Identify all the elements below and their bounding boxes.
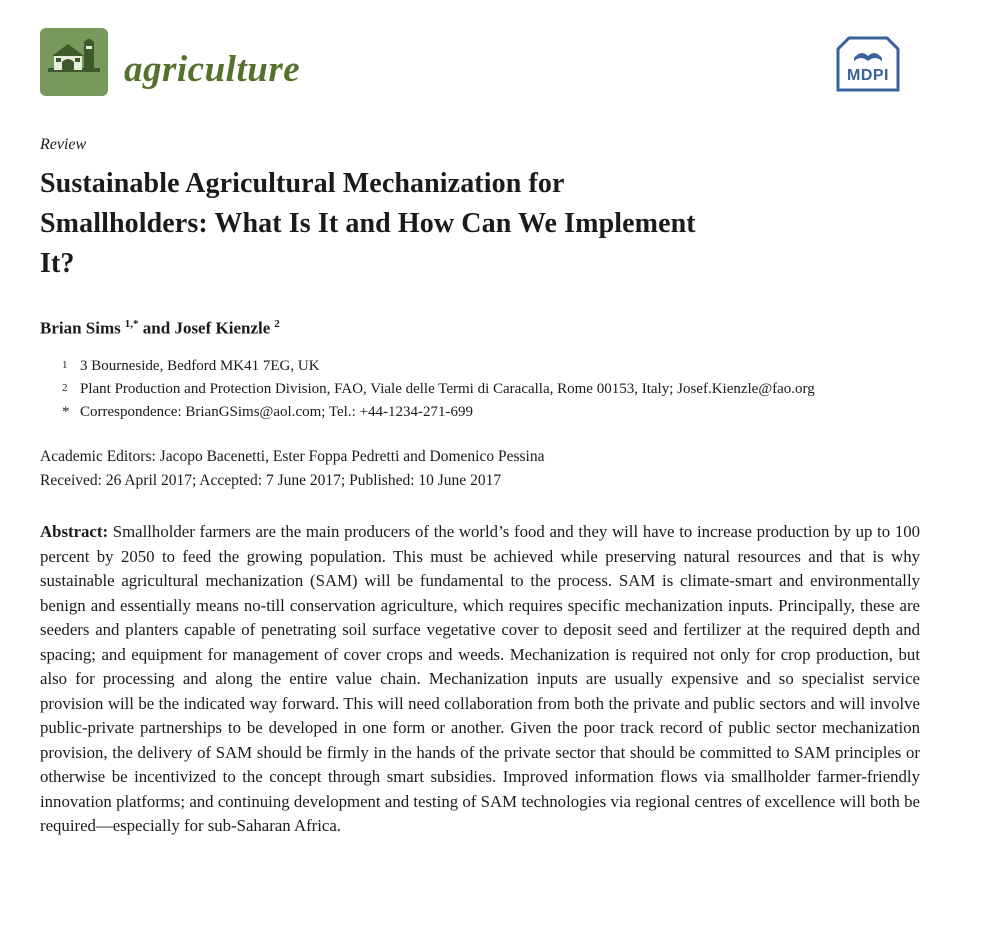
author-name: Brian Sims [40, 318, 121, 338]
article [40, 136, 960, 839]
abstract-label: Abstract: [40, 522, 109, 542]
affiliation-marker: 1 [62, 358, 68, 371]
article-meta [40, 445, 960, 495]
affiliation-row [40, 355, 960, 378]
affiliations [40, 355, 960, 425]
article-title: Sustainable Agricultural Mechanization for Smallholders: What Is It and How Can We Implement It? [40, 168, 696, 280]
author-affil-marker: 1,* [124, 318, 139, 331]
mdpi-logo [836, 36, 900, 92]
academic-editors-line: Academic Editors: Jacopo Bacenetti, Ester Foppa Pedretti and Domenico Pessina [40, 447, 545, 465]
author-name: and Josef Kienzle [142, 318, 271, 338]
affiliation-text: Plant Production and Protection Division, FAO, Viale delle Termi di Caracalla, Rome 00153, Italy; Josef.Kienzle@fao.org [80, 381, 815, 397]
correspondence-marker: * [62, 404, 70, 421]
author-affil-marker: 2 [274, 318, 280, 331]
mdpi-wordmark: MDPI [847, 67, 889, 84]
dates-line: Received: 26 April 2017; Accepted: 7 June 2017; Published: 10 June 2017 [40, 472, 502, 490]
agriculture-logo-icon [40, 28, 108, 96]
article-type: Review [40, 136, 87, 153]
abstract-text: Smallholder farmers are the main producers of the world’s food and they will have to increase production by up to 100 percent by 2050 to feed the growing population. This must be achieved while preserving natural resources and that is why sustainable agricultural mechanization (SAM) will be fundamental to the process. SAM is climate-smart and environmentally benign and essentially means no-till conservation agriculture, which requires specific mechanization inputs. Principally, these are seeders and planters capable of penetrating soil surface vegetative cover to deposit seed and fertilizer at the required depth and spacing; and equipment for management of cover crops and weeds. Mechanization is required not only for crop production, but also for processing and along the entire value chain. Mechanization inputs are usually expensive and so specialist service provision will be the indicated way forward. This will need collaboration from both the private and public sectors and will involve public-private partnerships to be developed in one form or another. Given the poor track record of public sector mechanization provision, the delivery of SAM should be firmly in the hands of the private sector that should be committed to SAM principles or otherwise be incentivized to the concept through smart subsidies. Improved information flows via smallholder farmer-friendly innovation platforms; and continuing development and testing of SAM technologies via regional centres of excellence will both be required—especially for sub-Saharan Africa. [40, 522, 920, 836]
affiliation-marker: 2 [62, 382, 68, 394]
correspondence-text: Correspondence: BrianGSims@aol.com; Tel.: +44-1234-271-699 [80, 404, 473, 421]
abstract [40, 520, 920, 839]
journal-brand [40, 28, 300, 96]
affiliation-row [40, 378, 960, 401]
masthead [40, 28, 960, 96]
affiliation-row [40, 401, 960, 424]
authors-line [40, 318, 960, 339]
journal-name: agriculture [124, 49, 301, 90]
affiliation-text: 3 Bourneside, Bedford MK41 7EG, UK [80, 357, 320, 374]
